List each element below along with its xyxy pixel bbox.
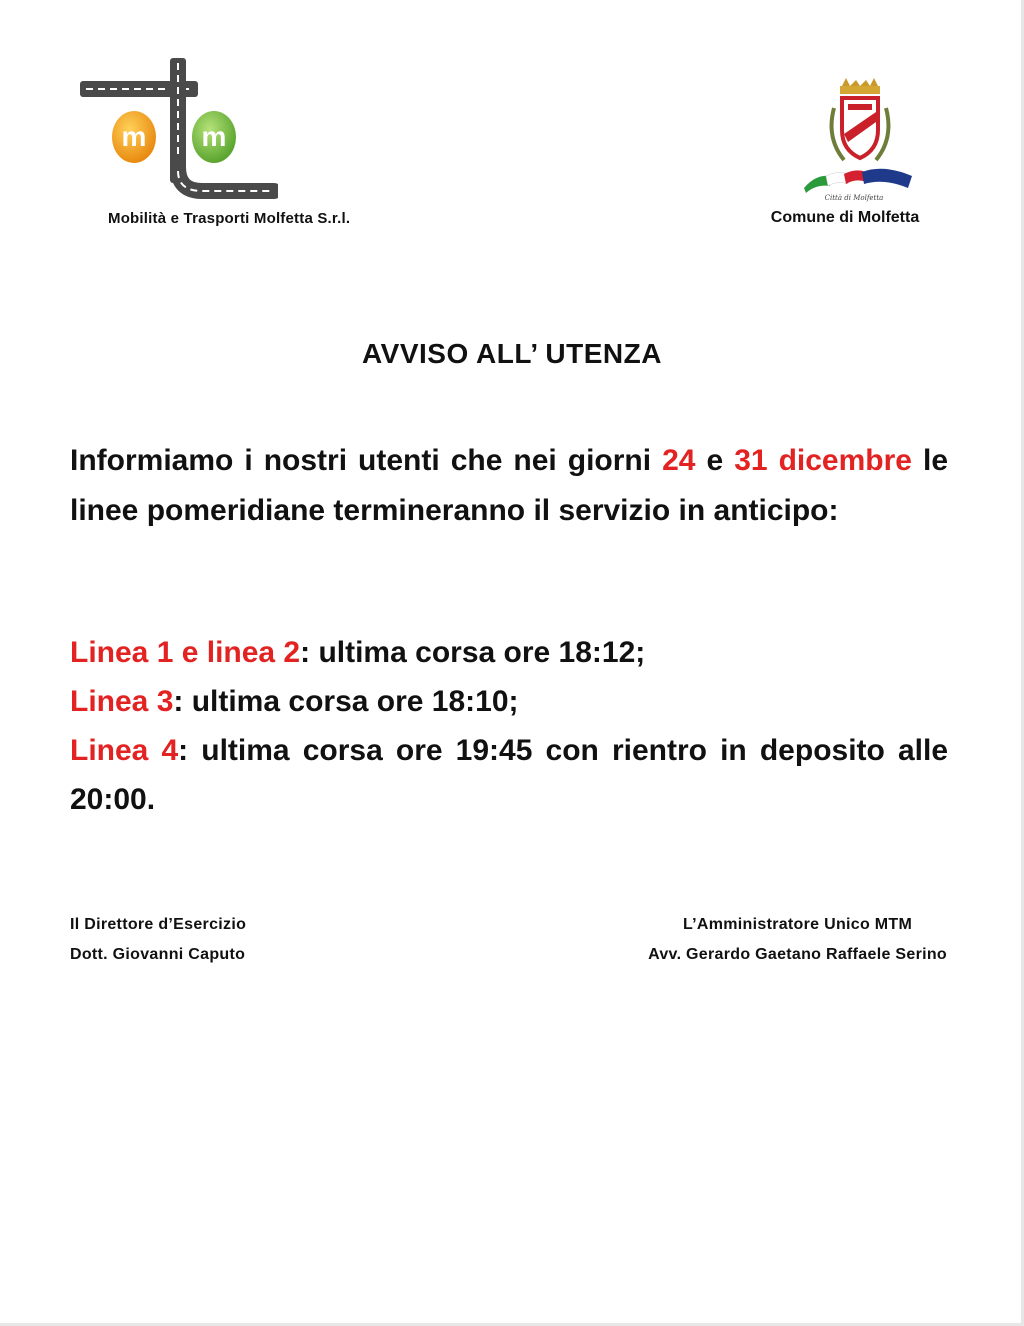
- logo-letter-1: m: [121, 121, 147, 152]
- signature-role: Il Direttore d’Esercizio: [70, 916, 247, 933]
- intro-text-1: Informiamo i nostri utenti che nei giorni: [70, 444, 663, 477]
- mtm-road-logo-icon: [78, 55, 278, 200]
- line-schedule: [70, 628, 948, 824]
- line-detail: : ultima corsa ore 18:10;: [173, 685, 519, 718]
- line-item: [70, 628, 948, 677]
- intro-date-1: 24: [662, 444, 696, 477]
- line-detail: : ultima corsa ore 18:12;: [300, 636, 646, 669]
- notice-intro: [70, 436, 948, 536]
- intro-text-2: e: [695, 444, 735, 477]
- signature-director: [70, 910, 246, 970]
- intro-text-3: le linee pomeridiane termineranno il servizio in anticipo:: [70, 444, 949, 527]
- signature-name: Avv. Gerardo Gaetano Raffaele Serino: [648, 946, 947, 963]
- municipality-caption: Città di Molfetta: [824, 194, 884, 202]
- mtm-logo: [78, 55, 478, 235]
- signature-administrator: [648, 910, 947, 970]
- line-item: [70, 677, 948, 726]
- logo-letter-2: m: [201, 121, 227, 152]
- notice-title: AVVISO ALL’ UTENZA: [362, 338, 662, 369]
- line-name: Linea 4: [70, 734, 179, 767]
- signature-role: L’Amministratore Unico MTM: [682, 916, 913, 933]
- line-item: [70, 726, 948, 824]
- company-name: Mobilità e Trasporti Molfetta S.r.l.: [108, 210, 351, 227]
- municipality-logo: [740, 78, 950, 238]
- line-name: Linea 1 e linea 2: [70, 636, 301, 669]
- line-name: Linea 3: [70, 685, 174, 718]
- intro-date-2: 31 dicembre: [734, 444, 912, 477]
- line-detail: : ultima corsa ore 19:45 con rientro in deposito alle 20:00.: [70, 734, 949, 816]
- signature-name: Dott. Giovanni Caputo: [70, 946, 246, 963]
- coat-of-arms-icon: [804, 78, 914, 193]
- municipality-name: Comune di Molfetta: [770, 209, 920, 226]
